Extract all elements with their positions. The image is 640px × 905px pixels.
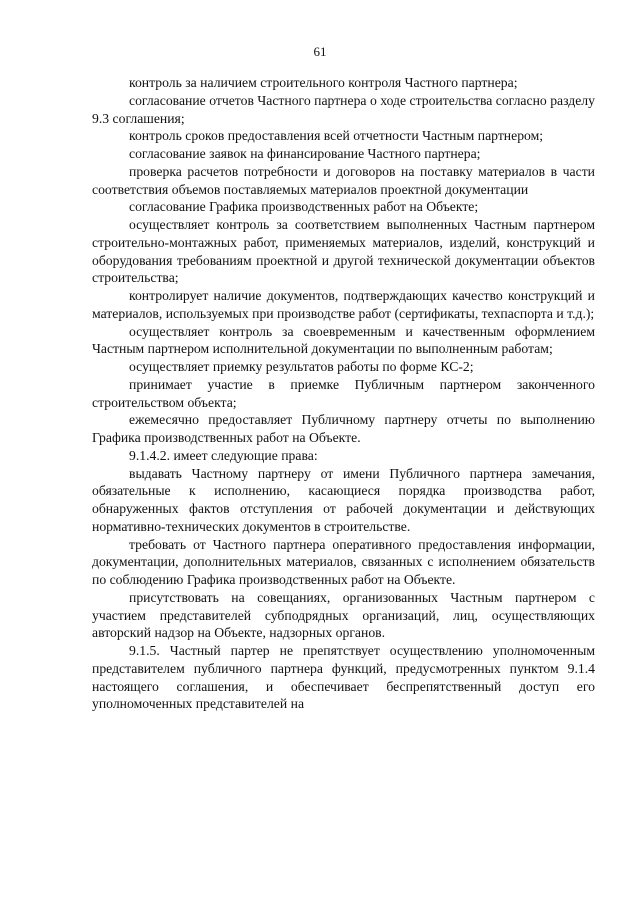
paragraph: принимает участие в приемке Публичным партнером законченного строительством объекта; [92,376,595,410]
paragraph: осуществляет приемку результатов работы по форме КС-2; [129,359,474,374]
paragraph: осуществляет контроль за соответствием выполненных Частным партнером строительно-монтажных работ, применяемых материалов, изделий, конструкций и оборудования требованиям проектной и другой технической документации объектов строительства; [92,217,595,286]
paragraph: выдавать Частному партнеру от имени Публичного партнера замечания, обязательные к исполнению, касающиеся порядка производства работ, обнаруженных фактов отступления от рабочей документации и действующих нормативно-технических документов в строительстве. [92,465,595,534]
paragraph: присутствовать на совещаниях, организованных Частным партнером с участием представителей субподрядных организаций, лиц, осуществляющих авторский надзор на Объекте, надзорных органов. [92,589,595,641]
paragraph: контроль сроков предоставления всей отчетности Частным партнером; [129,128,544,144]
paragraph: контролирует наличие документов, подтверждающих качество конструкций и материалов, используемых при производстве работ (сертификаты, техпаспорта и т.д.); [92,288,595,321]
section-heading-9-1-4-2: 9.1.4.2. имеет следующие права: [129,447,318,463]
page-number: 61 [313,44,327,59]
paragraph: согласование Графика производственных работ на Объекте; [129,199,479,215]
document-body [92,74,595,713]
paragraph: ежемесячно предоставляет Публичному партнеру отчеты по выполнению Графика производственных работ на Объекте. [92,412,595,445]
paragraph: контроль за наличием строительного контроля Частного партнера; [129,75,518,90]
paragraph: согласование заявок на финансирование Частного партнера; [129,146,481,161]
clause-9-1-5: 9.1.5. Частный партер не препятствует осуществлению уполномоченным представителем публичного партнера функций, предусмотренных пунктом 9.1.4 настоящего соглашения, и обеспечивает беспрепятственный доступ его уполномоченных представителей на [92,643,595,712]
paragraph: согласование отчетов Частного партнера о ходе строительства согласно разделу 9.3 соглашения; [92,92,595,126]
paragraph: осуществляет контроль за своевременным и качественным оформлением Частным партнером исполнительной документации по выполненным работам; [92,323,595,357]
paragraph: проверка расчетов потребности и договоров на поставку материалов в части соответствия объемов поставляемых материалов проектной документации [92,163,595,197]
paragraph: требовать от Частного партнера оперативного предоставления информации, документации, дополнительных материалов, связанных с исполнением обязательств по соблюдению Графика производственных работ на Объекте. [92,536,595,587]
